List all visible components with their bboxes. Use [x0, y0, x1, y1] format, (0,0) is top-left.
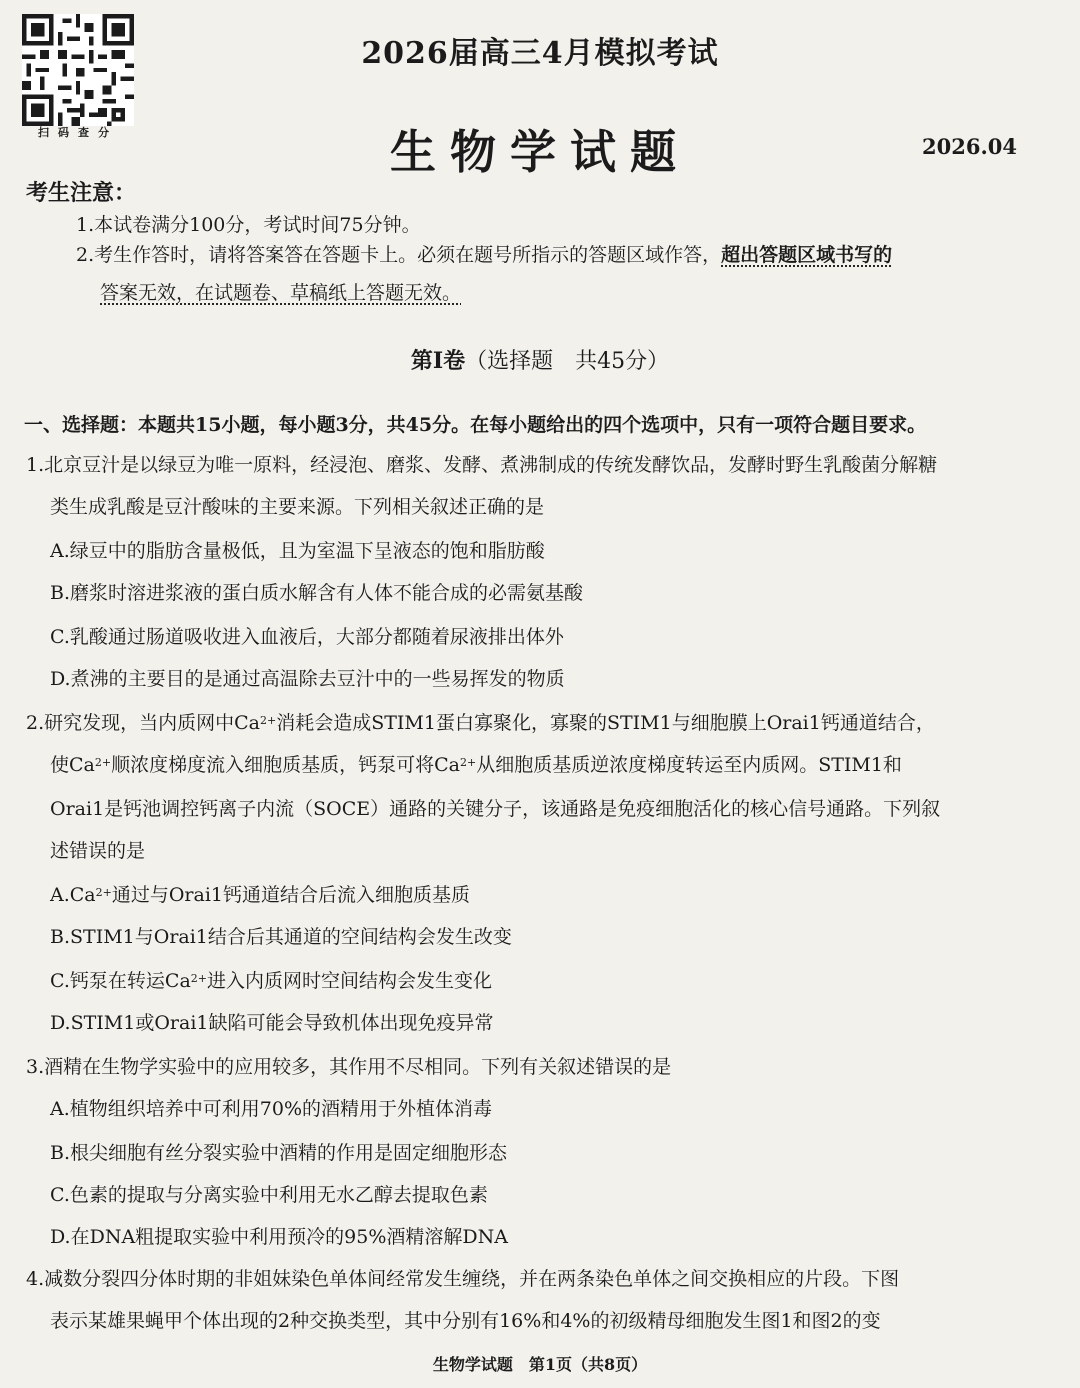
q1-option-c: C.乳酸通过肠道吸收进入血液后，大部分都随着尿液排出体外: [50, 626, 564, 648]
q1-option-b: B.磨浆时溶进浆液的蛋白质水解含有人体不能合成的必需氨基酸: [50, 582, 584, 604]
q2-option-b: B.STIM1与Orai1结合后其通道的空间结构会发生改变: [50, 926, 512, 948]
part-title: [0, 344, 1080, 375]
q4-stem-line-2: 表示某雄果蝇甲个体出现的2种交换类型，其中分别有16%和4%的初级精母细胞发生图1和图2的变: [50, 1310, 881, 1332]
notice-item-2-text: 2.考生作答时，请将答案答在答题卡上。必须在题号所指示的答题区域作答，: [76, 244, 722, 266]
notice-item-2-continued: 答案无效，在试题卷、草稿纸上答题无效。: [100, 282, 462, 304]
q1-stem-line-1: 1.北京豆汁是以绿豆为唯一原料，经浸泡、磨浆、发酵、煮沸制成的传统发酵饮品，发酵时野生乳酸菌分解糖: [26, 454, 938, 476]
q2-text: C.钙泵在转运Ca: [50, 970, 191, 992]
q2-text: 从细胞质基质逆浓度梯度转运至内质网。STIM1和: [476, 754, 902, 776]
q4-stem-line-1: 4.减数分裂四分体时期的非姐妹染色单体间经常发生缠绕，并在两条染色单体之间交换相应的片段。下图: [26, 1268, 900, 1290]
q1-option-a: A.绿豆中的脂肪含量极低，且为室温下呈液态的饱和脂肪酸: [50, 540, 545, 562]
q3-option-b: B.根尖细胞有丝分裂实验中酒精的作用是固定细胞形态: [50, 1142, 508, 1164]
q1-option-d: D.煮沸的主要目的是通过高温除去豆汁中的一些易挥发的物质: [50, 668, 565, 690]
q2-option-c: [50, 968, 492, 994]
subject-title: 生物学试题: [390, 125, 690, 179]
ion-charge: 2+: [94, 756, 112, 769]
q3-stem: 3.酒精在生物学实验中的应用较多，其作用不尽相同。下列有关叙述错误的是: [26, 1056, 672, 1078]
exam-title: 2026届高三4月模拟考试: [361, 36, 719, 71]
section-instruction: 一、选择题：本题共15小题，每小题3分，共45分。在每小题给出的四个选项中，只有一项符合题目要求。: [24, 414, 927, 436]
q2-option-a: [50, 882, 470, 908]
notice-heading: 考生注意：: [26, 180, 137, 206]
q2-stem-line-4: 述错误的是: [50, 840, 146, 862]
q2-text: 消耗会造成STIM1蛋白寡聚化，寡聚的STIM1与细胞膜上Orai1钙通道结合，: [276, 712, 935, 734]
notice-item-2: [76, 242, 892, 268]
q2-stem-line-1: [26, 710, 935, 736]
ion-charge: 2+: [260, 714, 277, 727]
q2-stem-line-2: [50, 752, 902, 778]
q2-text: 进入内质网时空间结构会发生变化: [206, 970, 492, 992]
q1-stem-line-2: 类生成乳酸是豆汁酸味的主要来源。下列相关叙述正确的是: [50, 496, 545, 518]
q2-text: 顺浓度梯度流入细胞质基质，钙泵可将Ca: [111, 754, 460, 776]
q2-option-d: D.STIM1或Orai1缺陷可能会导致机体出现免疫异常: [50, 1012, 494, 1034]
q3-option-d: D.在DNA粗提取实验中利用预冷的95%酒精溶解DNA: [50, 1226, 508, 1248]
ion-charge: 2+: [459, 756, 477, 769]
ion-charge: 2+: [95, 886, 112, 899]
q3-option-a: A.植物组织培养中可利用70%的酒精用于外植体消毒: [50, 1098, 492, 1120]
q2-stem-line-3: Orai1是钙池调控钙离子内流（SOCE）通路的关键分子，该通路是免疫细胞活化的核心信号通路。下列叙: [50, 798, 941, 820]
exam-date: 2026.04: [922, 134, 1017, 159]
q2-text: A.Ca: [50, 884, 96, 906]
notice-item-2-emphasis: 超出答题区域书写的: [721, 244, 893, 266]
page-footer: 生物学试题 第1页（共8页）: [432, 1355, 648, 1374]
q3-option-c: C.色素的提取与分离实验中利用无水乙醇去提取色素: [50, 1184, 488, 1206]
q2-text: 2.研究发现，当内质网中Ca: [26, 712, 260, 734]
q2-text: 使Ca: [50, 754, 95, 776]
ion-charge: 2+: [190, 972, 207, 985]
notice-item-1: 1.本试卷满分100分，考试时间75分钟。: [76, 214, 421, 236]
qr-label: 扫码查分: [38, 126, 118, 139]
part-subtitle: （选择题 共45分）: [465, 349, 670, 374]
part-number: 第Ⅰ卷: [410, 348, 466, 374]
q2-text: 通过与Orai1钙通道结合后流入细胞质基质: [111, 884, 471, 906]
